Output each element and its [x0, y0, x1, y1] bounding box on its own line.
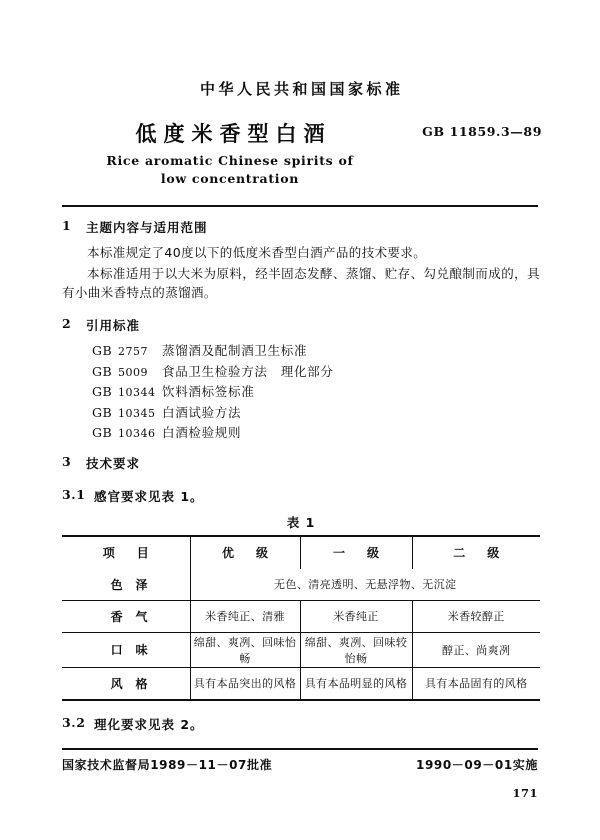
list-item: [62, 341, 540, 362]
page-footer: [62, 756, 538, 772]
section-3-title: 技术要求: [86, 455, 141, 471]
reference-number: 2757: [118, 345, 148, 358]
table-row: [62, 600, 540, 632]
national-standard-line: 中华人民共和国国家标准: [199, 80, 404, 98]
reference-prefix: GB: [92, 425, 113, 440]
spacer: [62, 444, 540, 454]
table-header-row: [62, 537, 540, 569]
cell-style-grade-2: 具有本品固有的风格: [412, 667, 540, 699]
section-3-1-line: [62, 487, 540, 505]
table-row: [62, 569, 540, 601]
section-3-2-number: 3.2: [62, 714, 86, 730]
list-item: [62, 362, 540, 383]
title-row: [0, 118, 600, 148]
reference-number: 10346: [118, 427, 156, 440]
row-item-taste: 口 味: [62, 632, 190, 667]
reference-code: [92, 403, 162, 424]
reference-code: [92, 423, 162, 444]
section-1-number: 1: [62, 218, 72, 233]
table-bottom-rule: [62, 699, 540, 701]
section-3-1-number: 3.1: [62, 486, 86, 502]
table-1-caption: 表 1: [286, 514, 316, 530]
reference-prefix: GB: [92, 404, 113, 420]
section-3-1-text: 感官要求见表 1。: [94, 488, 204, 504]
cell-aroma-grade-1: 米香纯正: [300, 600, 412, 632]
implementation-date: 1990－09－01实施: [416, 758, 538, 772]
referenced-standards-list: [62, 341, 540, 444]
cell-aroma-grade-2: 米香较醇正: [412, 600, 540, 632]
column-header-premium: 优 级: [190, 537, 300, 569]
reference-title: 食品卫生检验方法 理化部分: [162, 363, 334, 379]
spacer: [62, 304, 540, 316]
cell-aroma-premium: 米香纯正、清雅: [190, 600, 300, 632]
section-1-paragraph-2: 本标准适用于以大米为原料，经半固态发酵、蒸馏、贮存、勾兑酿制而成的，具有小曲米香特点的蒸馏酒。: [62, 266, 540, 300]
row-item-aroma: 香 气: [62, 600, 190, 632]
section-2-number: 2: [62, 316, 72, 331]
approval-statement: 国家技术监督局1989－11－07批准: [62, 758, 273, 772]
section-1-heading: [62, 218, 540, 236]
sensory-requirements-table: [62, 537, 540, 699]
table-row: [62, 632, 540, 667]
document-title-english: [95, 152, 365, 188]
document-title-chinese: 低度米香型白酒: [135, 122, 332, 146]
cell-taste-grade-1: 绵甜、爽冽、回味较怡畅: [300, 632, 412, 667]
reference-title: 白酒试验方法: [162, 404, 242, 420]
cell-style-premium: 具有本品突出的风格: [190, 667, 300, 699]
reference-prefix: GB: [92, 384, 113, 399]
reference-code: [92, 362, 162, 383]
reference-title: 蒸馏酒及配制酒卫生标准: [162, 343, 308, 358]
section-1-title: 主题内容与适用范围: [86, 220, 208, 235]
reference-number: 10345: [118, 406, 156, 420]
page-number: 171: [512, 786, 538, 800]
table-row: [62, 667, 540, 699]
column-header-grade-2: 二 级: [412, 537, 540, 569]
reference-title: 饮料酒标签标准: [162, 384, 255, 399]
section-1-paragraph-1: 本标准规定了40度以下的低度米香型白酒产品的技术要求。: [87, 245, 427, 260]
list-item: [62, 382, 540, 403]
column-header-item: 项 目: [102, 546, 154, 560]
section-3-number: 3: [62, 453, 72, 469]
reference-code: [92, 341, 162, 362]
reference-number: 10344: [118, 386, 156, 399]
standard-number: GB 11859.3—89: [422, 124, 542, 139]
list-item: [62, 423, 540, 444]
section-3-heading: [62, 454, 540, 472]
row-item-style: 风 格: [110, 676, 148, 691]
row-item-color: 色 泽: [62, 569, 190, 601]
header-divider-rule: [62, 205, 538, 207]
spacer: [62, 479, 540, 487]
reference-prefix: GB: [92, 363, 113, 379]
section-3-2-line: [62, 715, 540, 733]
section-2-heading: [62, 316, 540, 334]
cell-style-grade-1: 具有本品明显的风格: [300, 667, 412, 699]
footer-divider-rule: [62, 748, 538, 750]
cell-taste-grade-2: 醇正、尚爽冽: [412, 632, 540, 667]
document-body: [62, 218, 540, 733]
reference-prefix: GB: [92, 343, 113, 358]
reference-number: 5009: [118, 365, 148, 379]
reference-code: [92, 382, 162, 403]
section-3-2-text: 理化要求见表 2。: [94, 716, 204, 732]
cell-color-all-grades: 无色、清亮透明、无悬浮物、无沉淀: [190, 569, 540, 601]
column-header-grade-1: 一 级: [300, 537, 412, 569]
section-2-title: 引用标准: [86, 318, 141, 333]
cell-taste-premium: 绵甜、爽冽、回味怡畅: [190, 632, 300, 667]
list-item: [62, 403, 540, 424]
title-english-line-1: Rice aromatic Chinese spirits of: [106, 153, 354, 168]
reference-title: 白酒检验规则: [162, 425, 242, 440]
title-english-line-2: low concentration: [160, 171, 300, 186]
